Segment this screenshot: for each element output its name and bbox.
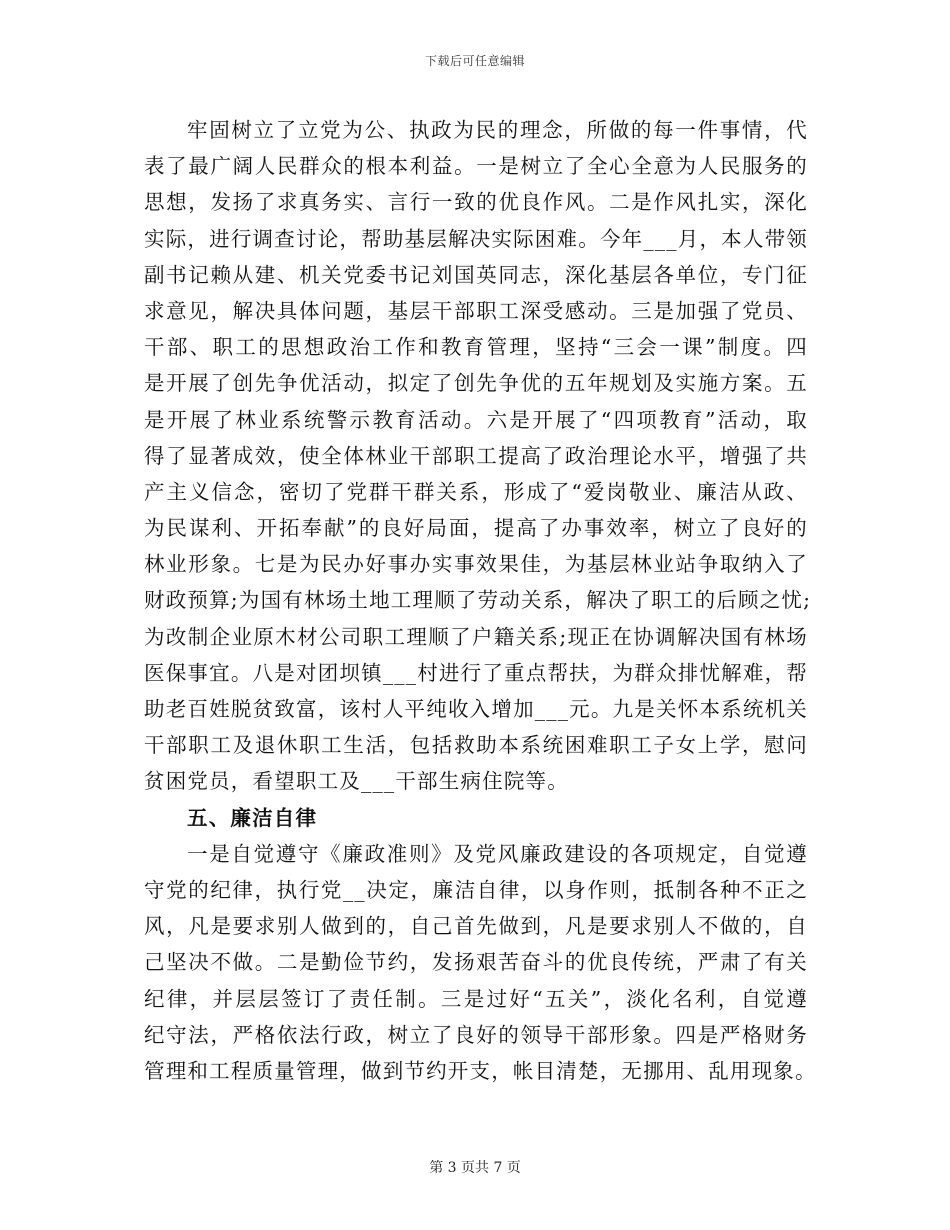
paragraph-line: 纪守法，严格依法行政，树立了良好的领导干部形象。四是严格财务 (144, 1022, 808, 1047)
paragraph-line: 纪律，并层层签订了责任制。三是过好“五关”，淡化名利，自觉遵 (144, 986, 808, 1011)
paragraph-line: 干部职工及退休职工生活，包括救助本系统困难职工子女上学，慰问 (144, 733, 808, 758)
paragraph-line: 求意见，解决具体问题，基层干部职工深受感动。三是加强了党员、 (144, 298, 808, 323)
paragraph-line: 副书记赖从建、机关党委书记刘国英同志，深化基层各单位，专门征 (144, 262, 808, 287)
paragraph-line: 风，凡是要求别人做到的，自己首先做到，凡是要求别人不做的，自 (144, 914, 808, 939)
document-body (144, 112, 817, 1089)
page-footer: 第 3 页共 7 页 (429, 1160, 521, 1176)
page-header: 下载后可任意编辑 (424, 54, 525, 68)
paragraph-line: 是开展了林业系统警示教育活动。六是开展了“四项教育”活动，取 (144, 407, 808, 432)
section-heading: 五、廉洁自律 (187, 805, 318, 830)
paragraph-line: 干部、职工的思想政治工作和教育管理，坚持“三会一课”制度。四 (144, 335, 808, 360)
paragraph-line: 管理和工程质量管理，做到节约开支，帐目清楚，无挪用、乱用现象。 (144, 1058, 817, 1083)
paragraph-line: 表了最广阔人民群众的根本利益。一是树立了全心全意为人民服务的 (144, 154, 808, 179)
paragraph-line: 实际，进行调查讨论，帮助基层解决实际困难。今年___月，本人带领 (144, 226, 808, 251)
paragraph-line: 贫困党员，看望职工及___干部生病住院等。 (144, 769, 569, 794)
paragraph-line: 得了显著成效，使全体林业干部职工提高了政治理论水平，增强了共 (144, 443, 808, 468)
paragraph-line: 守党的纪律，执行党__决定，廉洁自律，以身作则，抵制各种不正之 (144, 877, 808, 902)
paragraph-line: 医保事宜。八是对团坝镇___村进行了重点帮扶，为群众排忧解难，帮 (144, 660, 808, 685)
paragraph-line: 产主义信念，密切了党群干群关系，形成了“爱岗敬业、廉洁从政、 (144, 479, 808, 504)
paragraph-line: 林业形象。七是为民办好事办实事效果佳，为基层林业站争取纳入了 (144, 552, 808, 577)
paragraph-line: 思想，发扬了求真务实、言行一致的优良作风。二是作风扎实，深化 (144, 190, 808, 215)
paragraph-line: 为改制企业原木材公司职工理顺了户籍关系;现正在协调解决国有林场 (144, 624, 808, 649)
paragraph-line: 己坚决不做。二是勤俭节约，发扬艰苦奋斗的优良传统，严肃了有关 (144, 950, 808, 975)
paragraph-line: 助老百姓脱贫致富，该村人平纯收入增加___元。九是关怀本系统机关 (144, 697, 808, 721)
paragraph-line: 是开展了创先争优活动，拟定了创先争优的五年规划及实施方案。五 (144, 371, 808, 396)
paragraph-line: 牢固树立了立党为公、执政为民的理念，所做的每一件事情，代 (187, 118, 808, 142)
paragraph-line: 为民谋利、开拓奉献”的良好局面，提高了办事效率，树立了良好的 (144, 516, 808, 541)
paragraph-line: 财政预算;为国有林场土地工理顺了劳动关系，解决了职工的后顾之忧; (144, 588, 812, 613)
paragraph-line: 一是自觉遵守《廉政准则》及党风廉政建设的各项规定，自觉遵 (187, 841, 808, 866)
